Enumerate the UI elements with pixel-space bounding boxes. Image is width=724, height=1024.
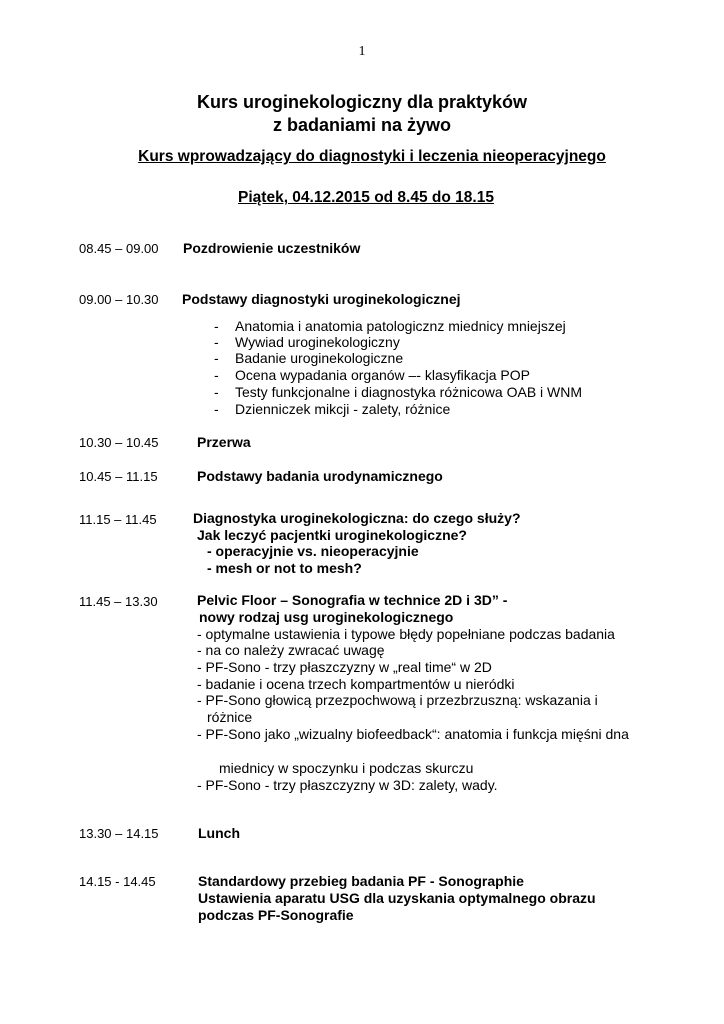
bullet-marker: - — [214, 350, 219, 366]
session-time: 10.30 – 10.45 — [79, 435, 159, 450]
list-item: różnice — [207, 709, 253, 725]
session-time: 13.30 – 14.15 — [79, 826, 159, 841]
title-line-2: z badaniami na żywo — [272, 115, 452, 135]
list-item: Ocena wypadania organów –- klasyfikacja POP — [235, 367, 530, 383]
session-line: - operacyjnie vs. nieoperacyjnie — [207, 543, 419, 559]
list-item: - PF-Sono - trzy płaszczyzny w „real time“ w 2D — [197, 659, 492, 675]
session-title: Przerwa — [197, 434, 251, 450]
session-time: 10.45 – 11.15 — [79, 469, 158, 484]
bullet-marker: - — [214, 401, 219, 417]
session-time: 11.45 – 13.30 — [79, 594, 158, 609]
list-item: Wywiad uroginekologiczny — [235, 334, 400, 350]
list-item: Dzienniczek mikcji - zalety, różnice — [235, 401, 451, 417]
list-item: - optymalne ustawienia i typowe błędy popełniane podczas badania — [197, 626, 615, 642]
list-item: Testy funkcjonalne i diagnostyka różnicowa OAB i WNM — [235, 384, 583, 400]
bullet-marker: - — [214, 367, 219, 383]
session-title-line: nowy rodzaj usg uroginekologicznego — [199, 609, 454, 625]
date: Piątek, 04.12.2015 od 8.45 do 18.15 — [238, 189, 494, 206]
session-line: Ustawienia aparatu USG dla uzyskania optymalnego obrazu — [198, 890, 596, 906]
session-title: Pozdrowienie uczestników — [183, 240, 361, 256]
title-line-1: Kurs uroginekologiczny dla praktyków — [196, 92, 528, 112]
list-item: - PF-Sono - trzy płaszczyzny w 3D: zalety, wady. — [197, 777, 498, 793]
bullet-marker: - — [214, 318, 219, 334]
session-title: Lunch — [198, 825, 240, 841]
session-title: Podstawy badania urodynamicznego — [197, 468, 443, 484]
list-item: Badanie uroginekologiczne — [235, 350, 404, 366]
list-item: - PF-Sono jako „wizualny biofeedback“: anatomia i funkcja mięśni dna — [197, 726, 629, 742]
subtitle: Kurs wprowadzający do diagnostyki i leczenia nieoperacyjnego — [138, 148, 606, 165]
page-number: 1 — [358, 44, 366, 59]
list-item: - na co należy zwracać uwagę — [197, 642, 385, 658]
session-line: - mesh or not to mesh? — [207, 560, 362, 576]
list-item: miednicy w spoczynku i podczas skurczu — [219, 760, 474, 776]
session-time: 08.45 – 09.00 — [79, 241, 159, 256]
bullet-marker: - — [214, 384, 219, 400]
list-item: Anatomia i anatomia patologicznz miednicy mniejszej — [235, 318, 566, 334]
session-line: Standardowy przebieg badania PF - Sonographie — [198, 873, 524, 889]
session-title: Podstawy diagnostyki uroginekologicznej — [182, 291, 461, 307]
bullet-marker: - — [214, 334, 219, 350]
list-item: - PF-Sono głowicą przezpochwową i przezbrzuszną: wskazania i — [197, 692, 598, 708]
session-line: Diagnostyka uroginekologiczna: do czego służy? — [193, 510, 521, 526]
session-time: 11.15 – 11.45 — [79, 512, 157, 527]
session-line: podczas PF-Sonografie — [198, 907, 354, 923]
session-time: 14.15 - 14.45 — [79, 874, 156, 889]
session-time: 09.00 – 10.30 — [79, 292, 159, 307]
session-title-line: Pelvic Floor – Sonografia w technice 2D i 3D” - — [197, 592, 508, 608]
session-line: Jak leczyć pacjentki uroginekologiczne? — [197, 527, 467, 543]
list-item: - badanie i ocena trzech kompartmentów u nieródki — [197, 676, 515, 692]
